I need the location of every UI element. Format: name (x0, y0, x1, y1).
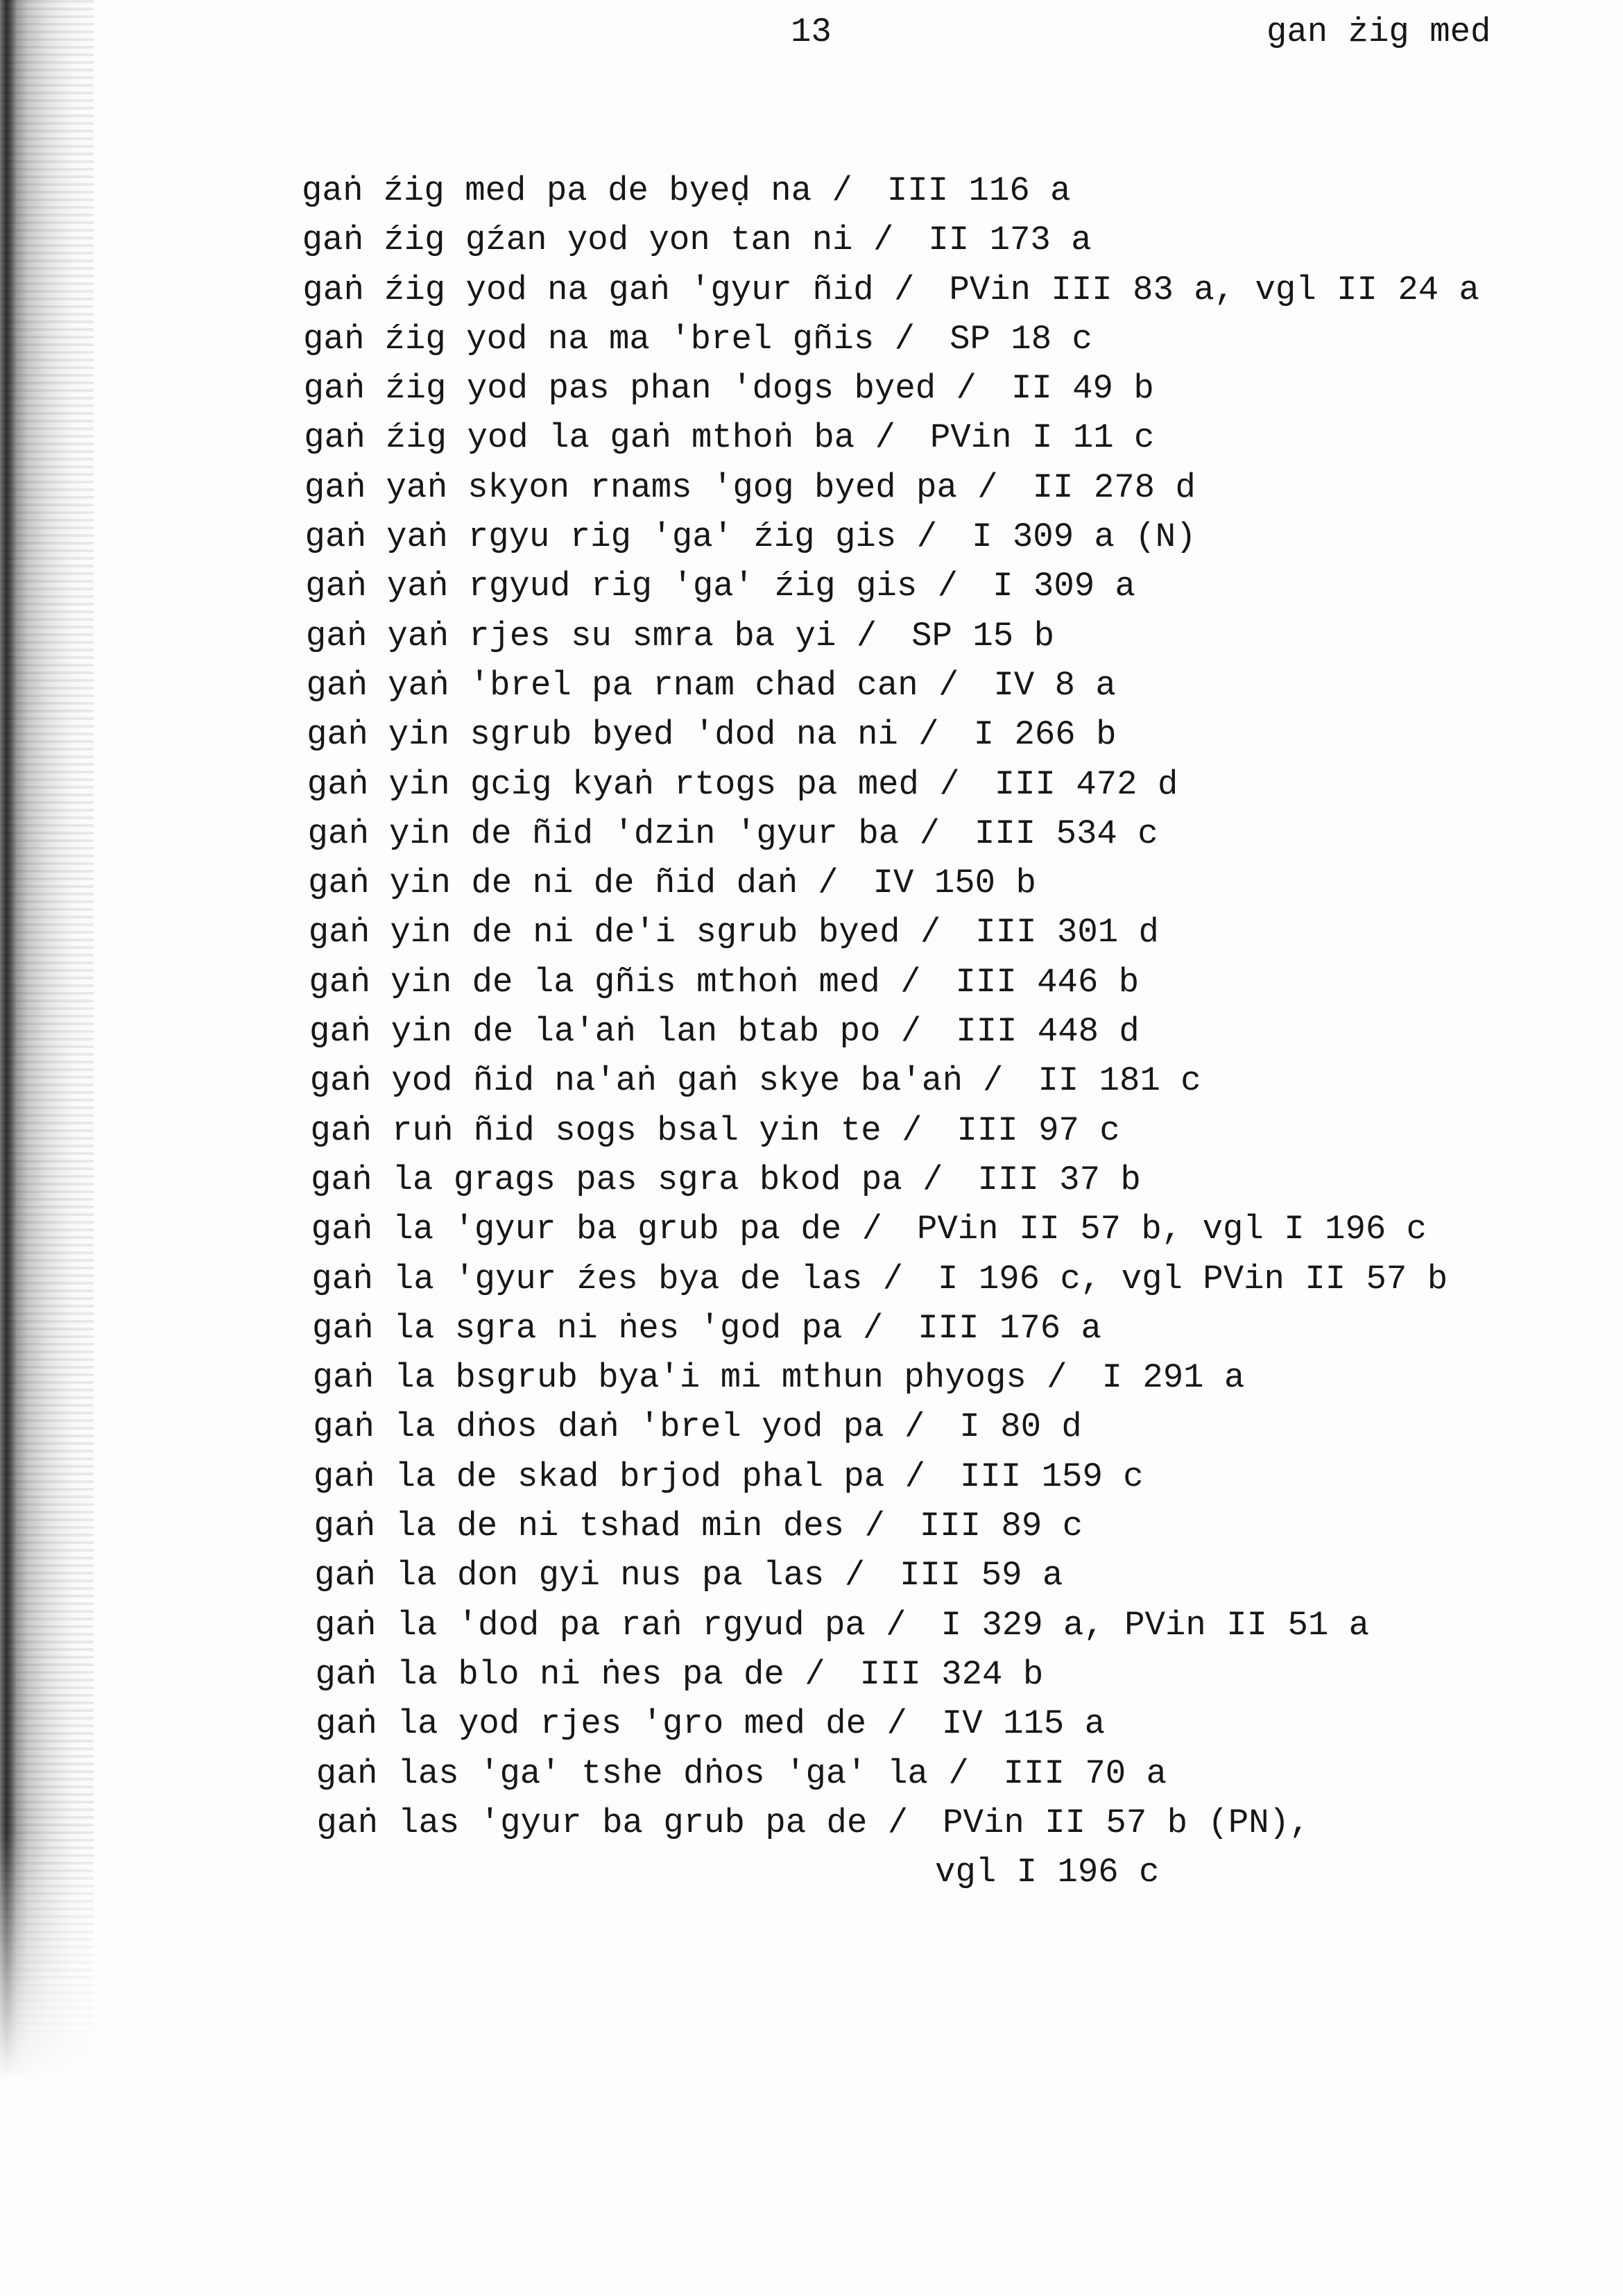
entry-text: gaṅ źig yod la gaṅ mthoṅ ba / (304, 418, 895, 458)
index-entry (305, 562, 1606, 611)
index-entry (302, 216, 1606, 265)
entry-text: gaṅ la blo ni ṅes pa de / (315, 1654, 825, 1694)
entry-text: gaṅ yod ñid na'aṅ gaṅ skye ba'aṅ / (309, 1061, 1004, 1101)
index-entry (309, 1007, 1606, 1056)
entry-reference: I 196 c, vgl PVin II 57 b (938, 1259, 1448, 1299)
entry-text: gaṅ yin de la gñis mthoṅ med / (309, 962, 921, 1002)
entry-text: gaṅ la 'gyur źes bya de las / (311, 1259, 904, 1299)
entry-reference: II 278 d (1032, 468, 1196, 507)
entry-text: gaṅ yin de ni de'i sgrub byed / (308, 913, 941, 952)
entry-reference: IV 8 a (993, 665, 1116, 705)
entry-reference: III 59 a (900, 1556, 1063, 1595)
entry-text: gaṅ yaṅ rgyu rig 'ga' źig gis / (304, 517, 938, 557)
index-entry (311, 1205, 1606, 1254)
index-entry (316, 1799, 1606, 1848)
index-entry (315, 1601, 1606, 1650)
index-entry (302, 266, 1606, 315)
index-entry (310, 1106, 1606, 1156)
index-entries (302, 166, 1606, 1897)
entry-reference: II 181 c (1038, 1061, 1201, 1101)
index-entry (308, 859, 1606, 908)
entry-reference: III 324 b (859, 1654, 1044, 1694)
index-entry (316, 1650, 1606, 1699)
entry-reference: III 116 a (886, 171, 1071, 210)
entry-text: gaṅ la yod rjes 'gro med de / (316, 1704, 907, 1744)
entry-text: gaṅ la de skad brjod phal pa / (313, 1457, 926, 1496)
entry-text: gaṅ la don gyi nus pa las / (314, 1556, 866, 1595)
entry-reference: I 80 d (959, 1407, 1082, 1447)
entry-reference: III 70 a (1003, 1754, 1167, 1793)
index-entry (316, 1699, 1606, 1749)
entry-reference: II 173 a (928, 221, 1092, 260)
entry-reference: III 89 c (919, 1507, 1083, 1546)
entry-text: gaṅ yin de la'aṅ lan btab po / (309, 1012, 922, 1052)
entry-reference: I 309 a (N) (972, 517, 1196, 557)
entry-text: gaṅ la sgra ni ṅes 'god pa / (311, 1308, 884, 1348)
entry-text: gaṅ ruṅ ñid sogs bsal yin te / (310, 1111, 922, 1150)
entry-text: gaṅ la de ni tshad min des / (314, 1507, 885, 1546)
entry-reference: IV 150 b (873, 864, 1036, 903)
entry-text: gaṅ la dṅos daṅ 'brel yod pa / (313, 1407, 925, 1447)
index-entry (310, 1056, 1606, 1106)
index-entry (307, 760, 1606, 809)
entry-reference: PVin II 57 b (PN), (943, 1803, 1310, 1842)
entry-text: gaṅ yaṅ rjes su smra ba yi / (305, 616, 877, 656)
entry-text: gaṅ la bsgrub bya'i mi mthun phyogs / (312, 1358, 1067, 1398)
entry-text: gaṅ źig med pa de byeḍ na / (302, 171, 852, 210)
entry-reference: III 446 b (955, 962, 1140, 1002)
index-entry (306, 612, 1606, 661)
entry-reference: PVin III 83 a, vgl II 24 a (949, 270, 1479, 309)
index-entry (309, 958, 1606, 1007)
entry-text: gaṅ la 'gyur ba grub pa de / (311, 1210, 882, 1249)
entry-text: gaṅ las 'gyur ba grub pa de / (316, 1803, 909, 1842)
entry-text: gaṅ źig yod pas phan 'dogs byed / (303, 369, 977, 409)
entry-text: gaṅ yin gcig kyaṅ rtogs pa med / (307, 764, 960, 804)
index-entry (314, 1453, 1606, 1502)
index-entry (307, 809, 1606, 859)
index-entry (313, 1403, 1606, 1452)
entry-text: gaṅ la grags pas sgra bkod pa / (311, 1160, 943, 1199)
index-entry (304, 463, 1606, 513)
index-entry (303, 315, 1606, 364)
entry-reference: II 49 b (1011, 369, 1154, 409)
entry-text: gaṅ yaṅ 'brel pa rnam chad can / (306, 665, 959, 705)
entry-text: gaṅ yin de ni de ñid daṅ / (308, 864, 839, 903)
entry-reference: III 534 c (974, 814, 1158, 853)
entry-text: gaṅ yaṅ skyon rnams 'gog byed pa / (304, 468, 998, 507)
entry-text: gaṅ źig yod na gaṅ 'gyur ñid / (302, 270, 915, 309)
entry-reference: III 97 c (956, 1111, 1120, 1150)
entry-reference: III 37 b (977, 1160, 1141, 1199)
index-entry (309, 908, 1606, 957)
entry-reference: III 159 c (960, 1457, 1144, 1496)
index-entry (304, 364, 1606, 413)
entry-reference: SP 15 b (911, 616, 1055, 656)
index-entry (307, 661, 1606, 710)
entry-text: gaṅ las 'ga' tshe dṅos 'ga' la / (316, 1754, 969, 1793)
entry-text: gaṅ źig gźan yod yon tan ni / (302, 221, 894, 260)
entry-text: gaṅ yin sgrub byed 'dod na ni / (307, 715, 939, 755)
entry-reference: I 329 a, PVin II 51 a (941, 1605, 1370, 1645)
entry-reference: I 291 a (1101, 1358, 1245, 1398)
entry-text: gaṅ la 'dod pa raṅ rgyud pa / (314, 1605, 907, 1645)
entry-reference: PVin II 57 b, vgl I 196 c (916, 1210, 1427, 1249)
entry-reference: PVin I 11 c (929, 418, 1155, 458)
running-head: gan żig med (1266, 12, 1491, 51)
index-entry (314, 1502, 1606, 1551)
index-entry (302, 166, 1606, 216)
entry-text: gaṅ źig yod na ma 'brel gñis / (302, 319, 916, 359)
entry-reference-continuation: vgl I 196 c (935, 1853, 1160, 1892)
index-entry (316, 1749, 1606, 1799)
entry-reference: SP 18 c (950, 319, 1092, 359)
index-entry (304, 413, 1606, 463)
index-entry (305, 513, 1606, 562)
entry-reference: III 448 d (956, 1012, 1140, 1052)
index-entry (314, 1551, 1606, 1600)
entry-text: gaṅ yin de ñid 'dzin 'gyur ba / (307, 814, 940, 853)
entry-reference: IV 115 a (941, 1704, 1106, 1744)
entry-reference: I 309 a (993, 567, 1135, 606)
page-header (0, 8, 1623, 58)
binding-shadow (0, 0, 94, 2081)
entry-reference: III 176 a (918, 1308, 1101, 1348)
index-entry (312, 1304, 1606, 1353)
index-entry (313, 1353, 1606, 1403)
entry-reference: III 472 d (994, 764, 1178, 804)
index-entry (311, 1255, 1606, 1304)
index-entry (307, 710, 1606, 760)
index-entry (311, 1156, 1606, 1205)
entry-reference: III 301 d (975, 913, 1159, 952)
entry-reference: I 266 b (973, 715, 1117, 755)
page-number: 13 (791, 12, 832, 51)
entry-text: gaṅ yaṅ rgyud rig 'ga' źig gis / (305, 567, 959, 606)
